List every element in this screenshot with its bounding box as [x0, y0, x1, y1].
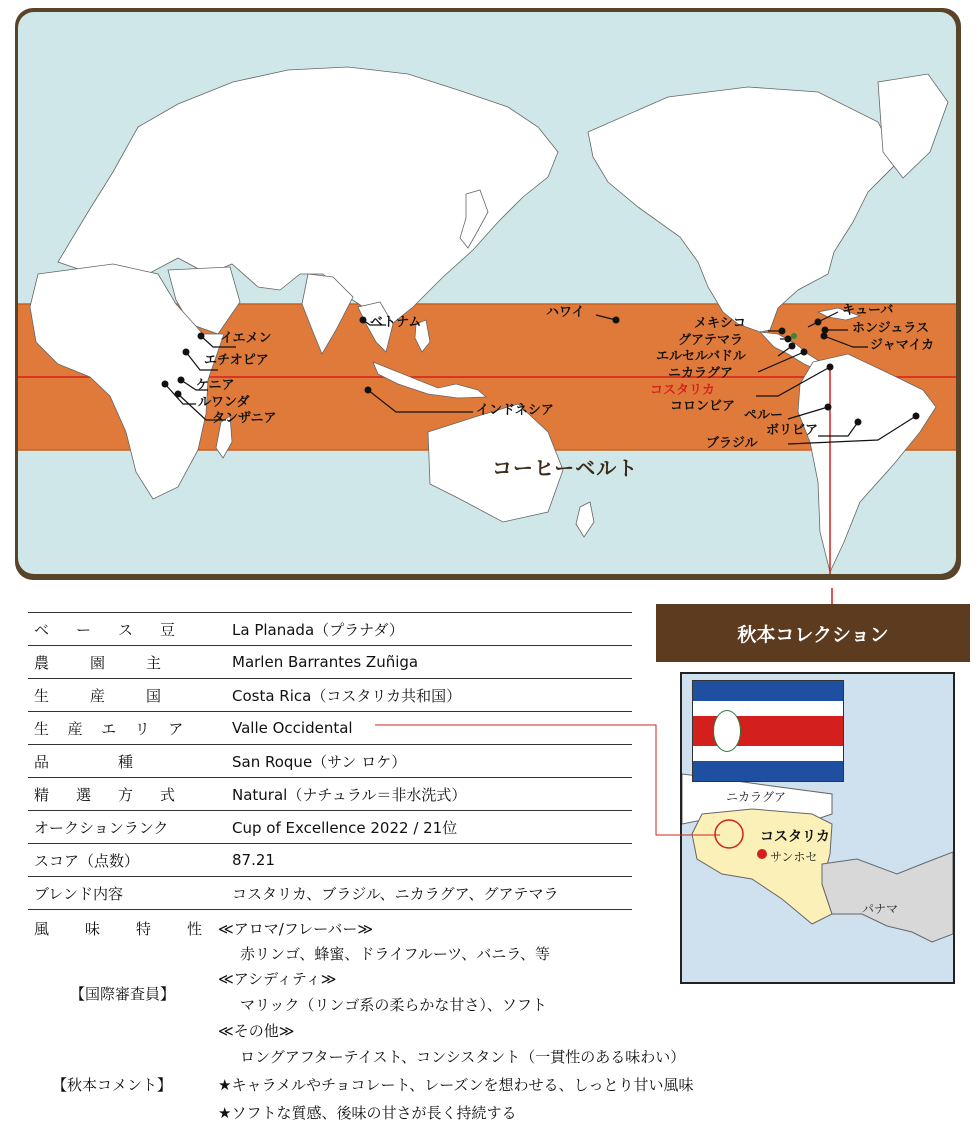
label-mexico: メキシコ	[694, 316, 746, 331]
row-value: コスタリカ、ブラジル、ニカラグア、グアテマラ	[214, 877, 632, 910]
table-row	[28, 613, 632, 646]
row-value: Natural（ナチュラル＝非水洗式）	[214, 778, 632, 811]
label-tanzania: タンザニア	[212, 411, 277, 426]
inset-label-costa-rica: コスタリカ	[760, 829, 830, 845]
acidity-heading: ≪アシディティ≫	[218, 970, 337, 988]
coffee-info-table	[28, 612, 632, 910]
inset-label-capital: サンホセ	[770, 850, 818, 864]
row-value: Marlen Barrantes Zuñiga	[214, 646, 632, 679]
aroma-text: 赤リンゴ、蜂蜜、ドライフルーツ、バニラ、等	[240, 945, 551, 963]
label-ethiopia: エチオピア	[204, 353, 269, 368]
label-vietnam: ベトナム	[370, 315, 422, 330]
row-key: 農 園 主	[34, 653, 162, 672]
table-row	[28, 778, 632, 811]
aroma-heading: ≪アロマ/フレーバー≫	[218, 920, 374, 938]
label-nicaragua: ニカラグア	[668, 366, 734, 381]
label-guatemala: グアテマラ	[678, 333, 744, 348]
coffee-belt-title: コーヒーベルト	[492, 456, 639, 480]
row-key: ベ ー ス 豆	[34, 620, 176, 639]
label-brazil: ブラジル	[706, 436, 758, 451]
row-key: 精 選 方 式	[34, 785, 176, 804]
label-indonesia: インドネシア	[476, 403, 554, 418]
other-heading: ≪その他≫	[218, 1022, 295, 1040]
label-costa-rica: コスタリカ	[650, 383, 715, 398]
label-jamaica: ジャマイカ	[870, 338, 935, 353]
comment-line-1: ★キャラメルやチョコレート、レーズンを想わせる、しっとり甘い風味	[218, 1076, 694, 1094]
row-key: 生 産 国	[34, 686, 162, 705]
row-key: ブレンド内容	[34, 884, 124, 903]
row-key: オークションランク	[34, 818, 169, 837]
judges-label: 【国際審査員】	[70, 985, 176, 1003]
row-value: 87.21	[214, 844, 632, 877]
comment-label: 【秋本コメント】	[52, 1076, 173, 1094]
table-row	[28, 844, 632, 877]
label-el-salvador: エルセルバドル	[656, 349, 746, 364]
label-honduras: ホンジュラス	[852, 321, 930, 336]
acidity-text: マリック（リンゴ系の柔らかな甘さ）、ソフト	[240, 996, 547, 1014]
table-row	[28, 877, 632, 910]
label-colombia: コロンビア	[670, 399, 736, 414]
row-value: La Planada（プラナダ）	[214, 613, 632, 646]
row-value: Costa Rica（コスタリカ共和国）	[214, 679, 632, 712]
label-bolivia: ボリビア	[766, 423, 819, 438]
row-value: Valle Occidental	[214, 712, 632, 745]
label-rwanda: ルワンダ	[198, 395, 250, 410]
table-row	[28, 712, 632, 745]
row-key: 生 産 エ リ ア	[34, 719, 184, 738]
table-row	[28, 745, 632, 778]
inset-label-panama: パナマ	[862, 902, 899, 916]
row-value: San Roque（サン ロケ）	[214, 745, 632, 778]
collection-title: 秋本コレクション	[656, 604, 970, 662]
row-key: 品 種	[34, 752, 134, 771]
table-row	[28, 811, 632, 844]
other-text: ロングアフターテイスト、コンシスタント（一貫性のある味わい）	[240, 1048, 686, 1066]
label-hawaii: ハワイ	[546, 305, 585, 320]
row-key: スコア（点数）	[34, 851, 140, 870]
label-yemen: イエメン	[220, 331, 272, 346]
inset-label-nicaragua: ニカラグア	[726, 790, 787, 804]
flavor-key: 風 味 特 性	[34, 920, 202, 938]
table-row	[28, 679, 632, 712]
label-cuba: キューバ	[842, 303, 894, 318]
row-value: Cup of Excellence 2022 / 21位	[214, 811, 632, 844]
table-row	[28, 646, 632, 679]
label-kenya: ケニア	[196, 378, 235, 393]
comment-line-2: ★ソフトな質感、後味の甘さが長く持続する	[218, 1104, 517, 1122]
label-peru: ペルー	[744, 408, 784, 423]
